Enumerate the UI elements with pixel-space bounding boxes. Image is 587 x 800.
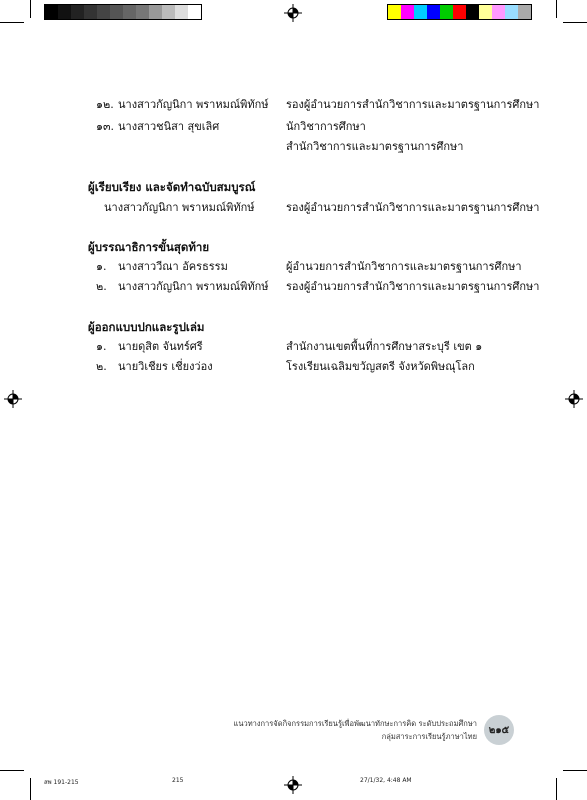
slug-timestamp: 27/1/32, 4:48 AM	[360, 777, 412, 784]
person-role: รองผู้อำนวยการสำนักวิชาการและมาตรฐานการศึกษา	[286, 280, 540, 293]
calibration-swatch	[492, 5, 505, 19]
registration-target-icon	[565, 390, 583, 408]
crop-mark	[563, 770, 587, 771]
calibration-swatch	[440, 5, 453, 19]
slug-page-number: 215	[172, 777, 184, 784]
calibration-swatch	[479, 5, 492, 19]
calibration-swatch	[401, 5, 414, 19]
item-number: ๒.	[96, 360, 107, 373]
page-number-badge: ๒๑๕	[484, 715, 514, 745]
person-name: นางสาววีณา อัครธรรม	[118, 260, 228, 273]
person-name: นางสาวกัญนิกา พราหมณ์พิทักษ์	[118, 98, 269, 111]
person-role: รองผู้อำนวยการสำนักวิชาการและมาตรฐานการศึกษา	[286, 98, 540, 111]
calibration-swatch	[505, 5, 518, 19]
calibration-swatch	[388, 5, 401, 19]
calibration-swatch	[45, 5, 58, 19]
registration-target-icon	[284, 776, 302, 794]
calibration-swatch	[518, 5, 531, 19]
calibration-swatch	[123, 5, 136, 19]
calibration-swatch	[453, 5, 466, 19]
calibration-swatch	[110, 5, 123, 19]
crop-mark	[30, 778, 31, 800]
item-number: ๑๒.	[96, 98, 114, 111]
crop-mark	[556, 0, 557, 18]
calibration-swatch	[149, 5, 162, 19]
person-role: นักวิชาการศึกษา	[286, 120, 366, 133]
calibration-swatch	[427, 5, 440, 19]
footer-subject: กลุ่มสาระการเรียนรู้ภาษาไทย	[381, 732, 477, 741]
section-heading: ผู้ออกแบบปกและรูปเล่ม	[88, 320, 205, 334]
calibration-swatch	[162, 5, 175, 19]
crop-mark	[556, 778, 557, 800]
crop-mark	[30, 0, 31, 18]
registration-target-icon	[284, 4, 302, 22]
item-number: ๒.	[96, 280, 107, 293]
person-role: สำนักวิชาการและมาตรฐานการศึกษา	[286, 140, 464, 153]
section-heading: ผู้บรรณาธิการขั้นสุดท้าย	[88, 240, 210, 254]
person-name: นางสาวกัญนิกา พราหมณ์พิทักษ์	[104, 201, 255, 214]
slug-file-name: สพ 191-215	[44, 779, 79, 786]
person-name: นางสาวชนิสา สุขเลิศ	[118, 120, 220, 133]
gray-calibration-bar	[44, 4, 202, 20]
item-number: ๑.	[96, 260, 107, 273]
crop-mark	[563, 22, 587, 23]
person-role: รองผู้อำนวยการสำนักวิชาการและมาตรฐานการศึกษา	[286, 201, 540, 214]
calibration-swatch	[71, 5, 84, 19]
calibration-swatch	[466, 5, 479, 19]
calibration-swatch	[175, 5, 188, 19]
calibration-swatch	[58, 5, 71, 19]
person-name: นายวิเชียร เชี่ยงว่อง	[118, 360, 213, 373]
person-role: โรงเรียนเฉลิมขวัญสตรี จังหวัดพิษณุโลก	[286, 360, 475, 373]
crop-mark	[0, 22, 24, 23]
person-role: ผู้อำนวยการสำนักวิชาการและมาตรฐานการศึกษา	[286, 260, 522, 273]
item-number: ๑๓.	[96, 120, 114, 133]
calibration-swatch	[414, 5, 427, 19]
footer-book-title: แนวทางการจัดกิจกรรมการเรียนรู้เพื่อพัฒนาทักษะการคิด ระดับประถมศึกษา	[233, 719, 477, 728]
calibration-swatch	[136, 5, 149, 19]
calibration-swatch	[188, 5, 201, 19]
calibration-swatch	[97, 5, 110, 19]
section-heading: ผู้เรียบเรียง และจัดทำฉบับสมบูรณ์	[88, 180, 256, 194]
person-role: สำนักงานเขตพื้นที่การศึกษาสระบุรี เขต ๑	[286, 340, 483, 353]
person-name: นางสาวกัญนิกา พราหมณ์พิทักษ์	[118, 280, 269, 293]
color-calibration-bar	[387, 4, 532, 20]
person-name: นายดุสิต จันทร์ศรี	[118, 340, 203, 353]
registration-target-icon	[4, 390, 22, 408]
crop-mark	[0, 770, 24, 771]
item-number: ๑.	[96, 340, 107, 353]
calibration-swatch	[84, 5, 97, 19]
